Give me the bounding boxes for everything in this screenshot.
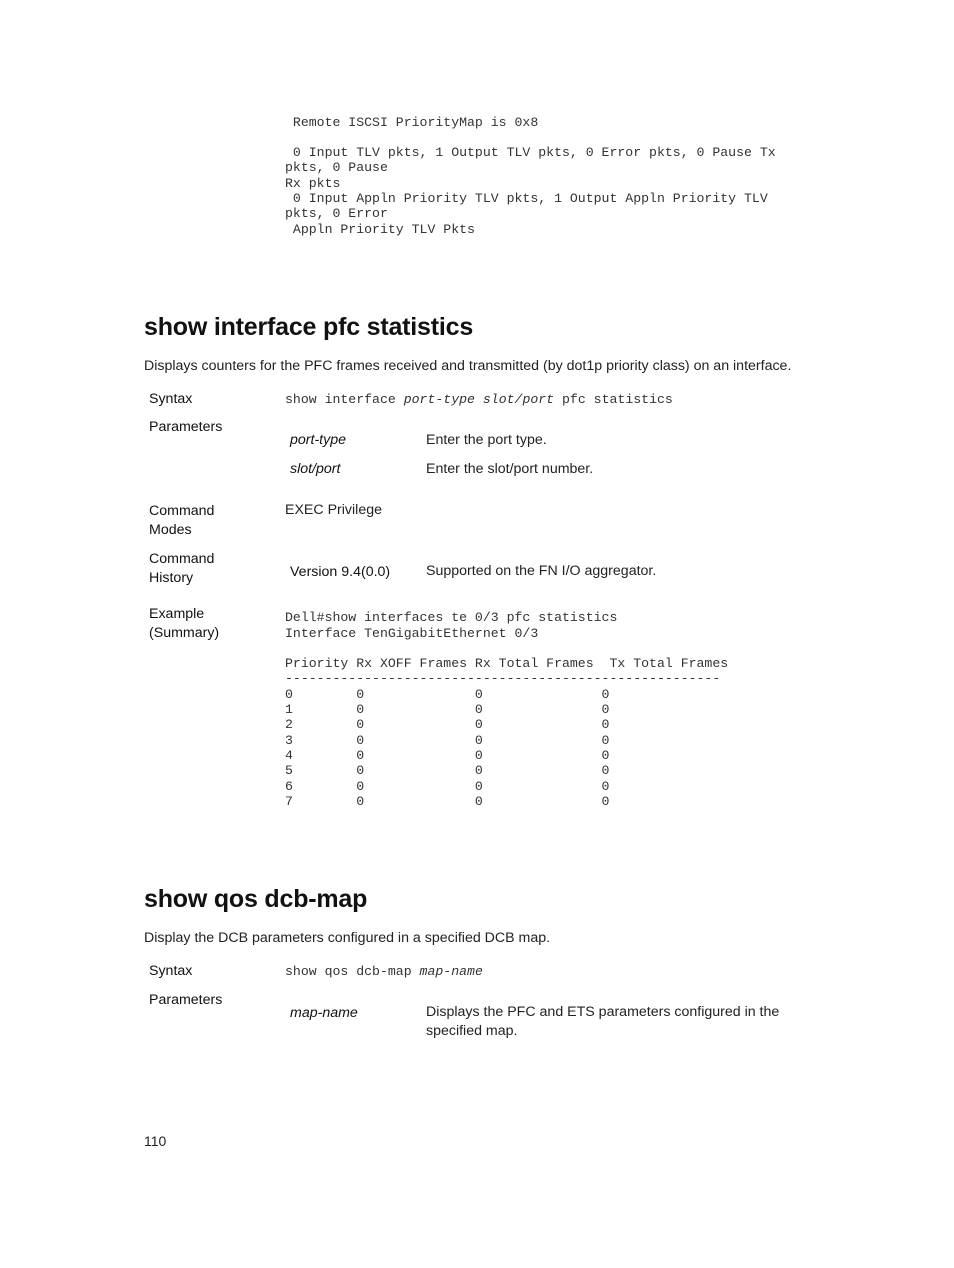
command-modes-label	[149, 502, 214, 540]
section-title: show qos dcb-map	[144, 885, 368, 913]
syntax-cmd-text: show interface	[285, 392, 404, 407]
description-line: Displays the PFC and ETS parameters configured in the	[426, 1004, 780, 1020]
code-table-row: 2 0 0 0	[285, 717, 610, 732]
history-version: Version 9.4(0.0)	[290, 564, 391, 580]
syntax-cmd-tail: pfc statistics	[554, 392, 673, 407]
parameter-name: map-name	[290, 1005, 358, 1021]
label-line: (Summary)	[149, 625, 220, 641]
code-line: 0 Input TLV pkts, 1 Output TLV pkts, 0 Error pkts, 0 Pause Tx	[285, 145, 776, 160]
syntax-arg: slot/port	[482, 392, 555, 407]
code-table-rule: -------------------------------------------------------	[285, 671, 721, 686]
parameter-description: Enter the slot/port number.	[426, 461, 594, 477]
code-table-row: 4 0 0 0	[285, 748, 610, 763]
syntax-cmd-text: show qos dcb-map	[285, 964, 420, 979]
code-table-row: 7 0 0 0	[285, 794, 610, 809]
code-table-row: 0 0 0 0	[285, 687, 610, 702]
code-table-header: Priority Rx XOFF Frames Rx Total Frames Tx Total Frames	[285, 656, 729, 671]
syntax-arg: map-name	[419, 964, 483, 979]
syntax-label: Syntax	[149, 391, 193, 407]
syntax-command	[285, 392, 673, 407]
example-label	[149, 605, 219, 643]
parameters-label: Parameters	[149, 992, 223, 1008]
command-modes-value: EXEC Privilege	[285, 502, 382, 518]
history-description: Supported on the FN I/O aggregator.	[426, 563, 657, 579]
page-number: 110	[144, 1133, 167, 1149]
syntax-command	[285, 964, 483, 979]
parameter-description	[426, 1003, 779, 1041]
code-line: Dell#show interfaces te 0/3 pfc statistics	[285, 610, 618, 625]
label-line: Example	[149, 606, 205, 622]
code-line: Appln Priority TLV Pkts	[285, 222, 475, 237]
label-line: History	[149, 570, 194, 586]
parameters-label: Parameters	[149, 419, 223, 435]
section-description: Displays counters for the PFC frames received and transmitted (by dot1p priority class) on an interface.	[144, 358, 792, 374]
code-line: Interface TenGigabitEthernet 0/3	[285, 626, 539, 641]
code-line: Remote ISCSI PriorityMap is 0x8	[285, 115, 539, 130]
syntax-label: Syntax	[149, 963, 193, 979]
syntax-sep	[475, 392, 483, 407]
label-line: Command	[149, 551, 215, 567]
code-line: pkts, 0 Error	[285, 206, 388, 221]
code-table-row: 6 0 0 0	[285, 779, 610, 794]
parameter-name: port-type	[290, 432, 346, 448]
code-table-row: 1 0 0 0	[285, 702, 610, 717]
section-description: Display the DCB parameters configured in a specified DCB map.	[144, 930, 551, 946]
parameter-description: Enter the port type.	[426, 432, 547, 448]
code-line: 0 Input Appln Priority TLV pkts, 1 Output Appln Priority TLV	[285, 191, 768, 206]
parameter-name: slot/port	[290, 461, 341, 477]
code-line: pkts, 0 Pause	[285, 160, 388, 175]
code-table-row: 3 0 0 0	[285, 733, 610, 748]
code-line: Rx pkts	[285, 176, 341, 191]
section-title: show interface pfc statistics	[144, 313, 474, 341]
syntax-arg: port-type	[403, 392, 475, 407]
command-history-label	[149, 550, 214, 588]
code-table-row: 5 0 0 0	[285, 763, 610, 778]
label-line: Command	[149, 503, 215, 519]
description-line: specified map.	[426, 1023, 518, 1039]
label-line: Modes	[149, 522, 192, 538]
